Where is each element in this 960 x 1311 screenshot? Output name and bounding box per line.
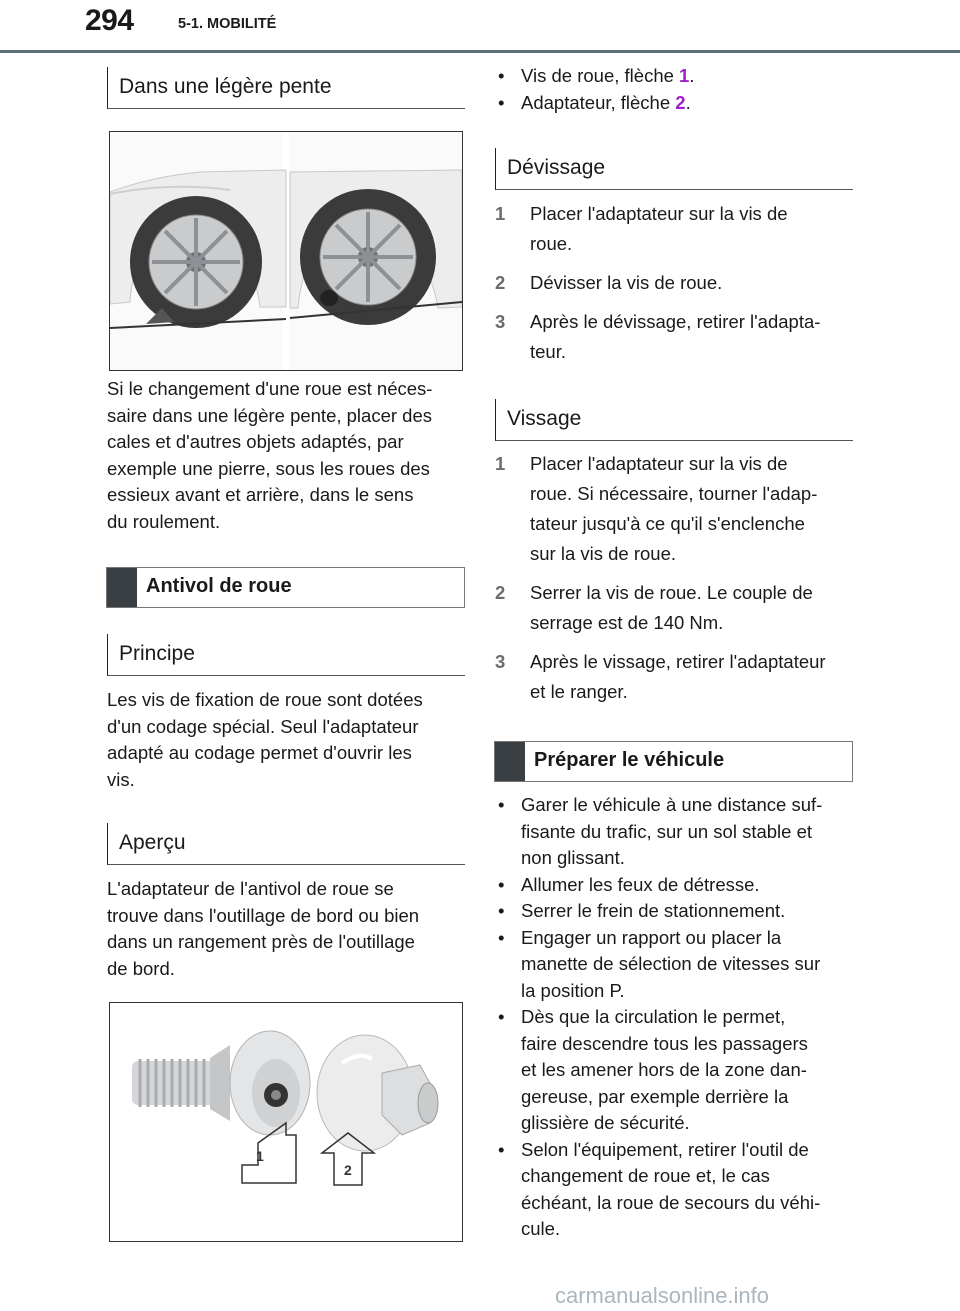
wheel-bolt-drawing: [132, 1031, 310, 1135]
section-title: 5-1. MOBILITÉ: [178, 16, 277, 32]
list-item: • Garer le véhicule à une distance suf- fisante du trafic, sur un sol stable et non glissant.: [498, 794, 823, 868]
arrow-legend-list: [494, 63, 854, 116]
watermark: carmanualsonline.info: [555, 1283, 770, 1308]
list-item: • Selon l'équipement, retirer l'outil de changement de roue et, le cas échéant, la roue de secours du véhi- cule.: [498, 1138, 821, 1239]
subheading-devissage: Dévissage: [495, 148, 853, 190]
figure-wheels-on-slope: [109, 131, 463, 371]
heading-antivol: Antivol de roue: [106, 567, 465, 608]
list-item: • Vis de roue, flèche 1.: [498, 65, 695, 86]
heading-preparer: Préparer le véhicule: [494, 741, 853, 782]
list-item: • Allumer les feux de détresse.: [498, 873, 760, 895]
list-item: • Engager un rapport ou placer la manette de sélection de vitesses sur la position P.: [498, 926, 821, 1001]
subheading-vissage: Vissage: [495, 399, 853, 441]
preparer-list: [494, 792, 854, 1243]
subheading-apercu: Aperçu: [107, 823, 465, 865]
subheading-principe: Principe: [107, 634, 465, 676]
list-item: • Dès que la circulation le permet, faire descendre tous les passagers et les amener hors de la zone dan- gereuse, par exemple derrière la glissière de sécurité.: [498, 1006, 808, 1133]
list-item: • Adaptateur, flèche 2.: [498, 91, 691, 113]
figure-bolt-and-adapter: [109, 1002, 463, 1242]
list-item: 2 Dévisser la vis de roue.: [495, 272, 723, 293]
figure-label-2: 2: [344, 1162, 352, 1178]
principe-paragraph: Les vis de fixation de roue sont dotées d'un codage spécial. Seul l'adaptateur adapté au codage permet d'ouvrir les vis.: [107, 689, 423, 790]
list-item: 1 Placer l'adaptateur sur la vis de roue. Si nécessaire, tourner l'adap- tateur jusqu'à ce qu'il s'enclenche sur la vis de roue.: [495, 453, 818, 564]
header-rule: [0, 50, 960, 53]
subheading-slope: Dans une légère pente: [107, 67, 465, 109]
heading-marker: [495, 742, 525, 781]
list-item: 3 Après le dévissage, retirer l'adapta- teur.: [495, 311, 821, 362]
page-number: 294: [85, 4, 134, 37]
slope-paragraph: Si le changement d'une roue est néces- saire dans une légère pente, placer des cales et d'autres objets adaptés, par exemple une pierre, sous les roues des essieux avant et arrière, dans le sens du roulement.: [107, 378, 433, 532]
apercu-paragraph: L'adaptateur de l'antivol de roue se trouve dans l'outillage de bord ou bien dans un rangement près de l'outillage de bord.: [107, 878, 420, 979]
figure-label-1: 1: [256, 1148, 264, 1164]
adapter-drawing: [317, 1035, 438, 1151]
list-item: • Serrer le frein de stationnement.: [498, 900, 786, 921]
vissage-steps: [495, 449, 855, 716]
list-item: 1 Placer l'adaptateur sur la vis de roue.: [495, 203, 788, 254]
list-item: 2 Serrer la vis de roue. Le couple de serrage est de 140 Nm.: [495, 582, 813, 633]
devissage-steps: [495, 199, 855, 376]
list-item: 3 Après le vissage, retirer l'adaptateur et le ranger.: [495, 651, 826, 702]
heading-marker: [107, 568, 137, 607]
